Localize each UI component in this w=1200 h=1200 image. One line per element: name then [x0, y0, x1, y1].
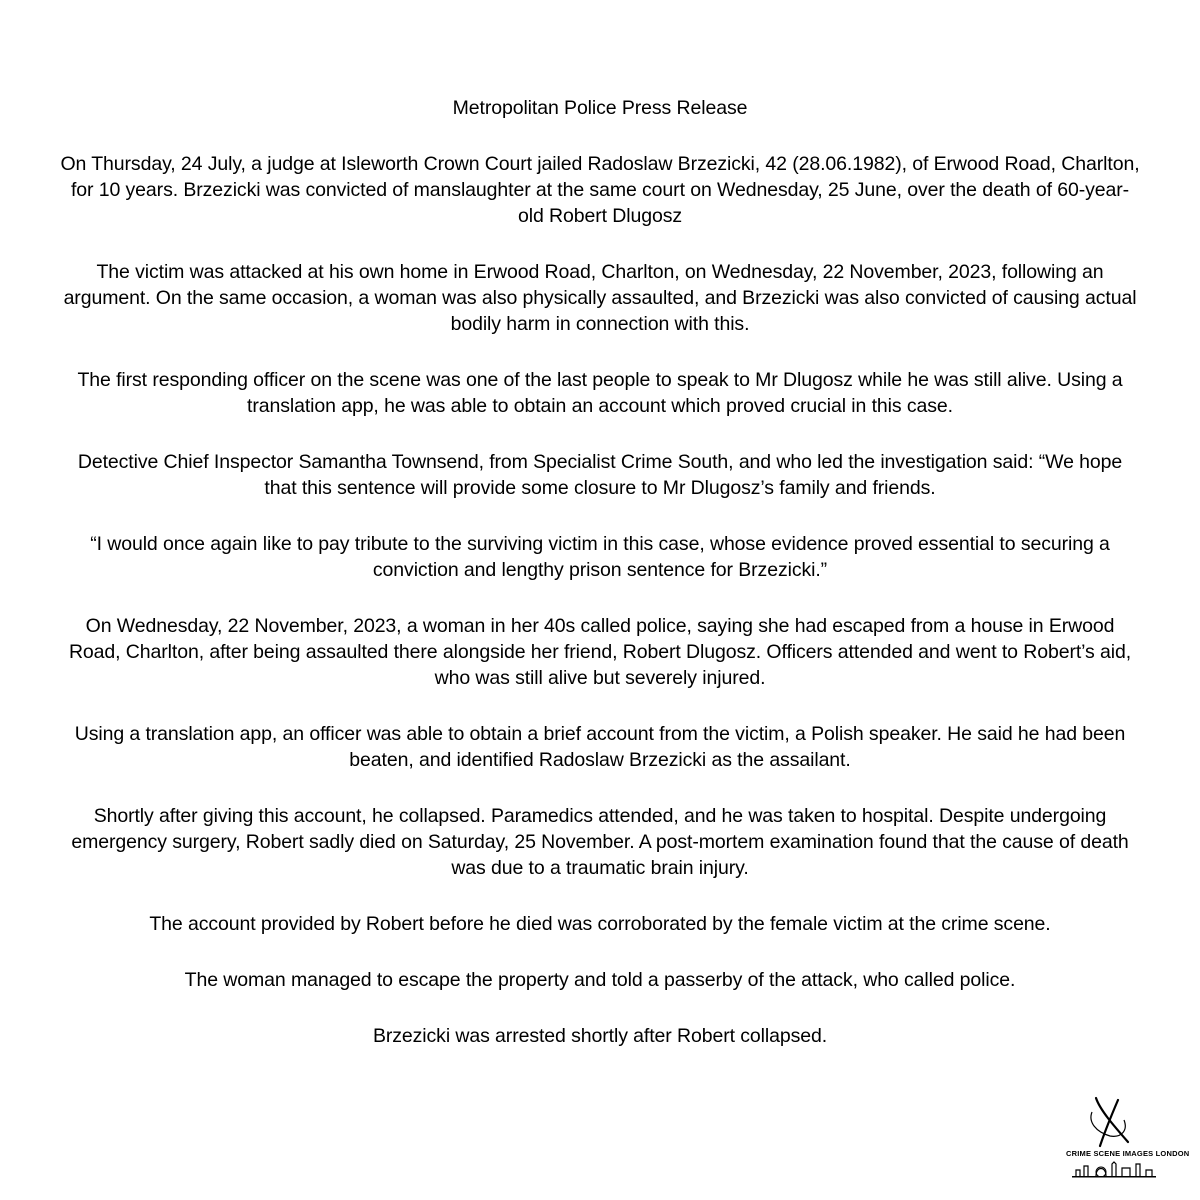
press-release-body [60, 95, 1140, 1079]
crime-scene-images-london-logo [1066, 1092, 1190, 1188]
paragraph-corroborated: The account provided by Robert before he died was corroborated by the female victim at the crime scene. [149, 913, 1051, 935]
logo-cross-icon [1066, 1092, 1190, 1188]
paragraph-tribute-quote: “I would once again like to pay tribute to the surviving victim in this case, whose evidence proved essential to securing a conviction and lengthy prison sentence for Brzezicki.” [90, 533, 1110, 581]
paragraph-woman-called-police: On Wednesday, 22 November, 2023, a woman in her 40s called police, saying she had escaped from a house in Erwood Road, Charlton, after being assaulted there alongside her friend, Robert Dlugosz. Officers attended and went to Robert’s aid, who was still alive but severely injured. [68, 615, 1132, 689]
press-release-title: Metropolitan Police Press Release [452, 97, 748, 119]
paragraph-collapse: Shortly after giving this account, he collapsed. Paramedics attended, and he was taken to hospital. Despite undergoing emergency surgery, Robert sadly died on Saturday, 25 November. A post-mortem examination found that the cause of death was due to a traumatic brain injury. [71, 805, 1129, 879]
paragraph-attack: The victim was attacked at his own home in Erwood Road, Charlton, on Wednesday, 22 November, 2023, following an argument. On the same occasion, a woman was also physically assaulted, and Brzezicki was also convicted of causing actual bodily harm in connection with this. [63, 261, 1137, 335]
paragraph-arrest: Brzezicki was arrested shortly after Robert collapsed. [372, 1025, 828, 1047]
paragraph-dci-quote: Detective Chief Inspector Samantha Townsend, from Specialist Crime South, and who led the investigation said: “We hope that this sentence will provide some closure to Mr Dlugosz’s family and friends. [77, 451, 1123, 499]
logo-wordmark: CRIME SCENE IMAGES LONDON [1066, 1149, 1190, 1158]
paragraph-first-officer: The first responding officer on the scene was one of the last people to speak to Mr Dlugosz while he was still alive. Using a translation app, he was able to obtain an account which proved crucial in this case. [77, 369, 1123, 417]
paragraph-sentencing: On Thursday, 24 July, a judge at Isleworth Crown Court jailed Radoslaw Brzezicki, 42 (28.06.1982), of Erwood Road, Charlton, for 10 years. Brzezicki was convicted of manslaughter at the same court on Wednesday, 25 June, over the death of 60-year-old Robert Dlugosz [60, 153, 1140, 227]
paragraph-passerby: The woman managed to escape the property and told a passerby of the attack, who called police. [184, 969, 1016, 991]
paragraph-translation-app: Using a translation app, an officer was able to obtain a brief account from the victim, a Polish speaker. He said he had been beaten, and identified Radoslaw Brzezicki as the assailant. [74, 723, 1126, 771]
